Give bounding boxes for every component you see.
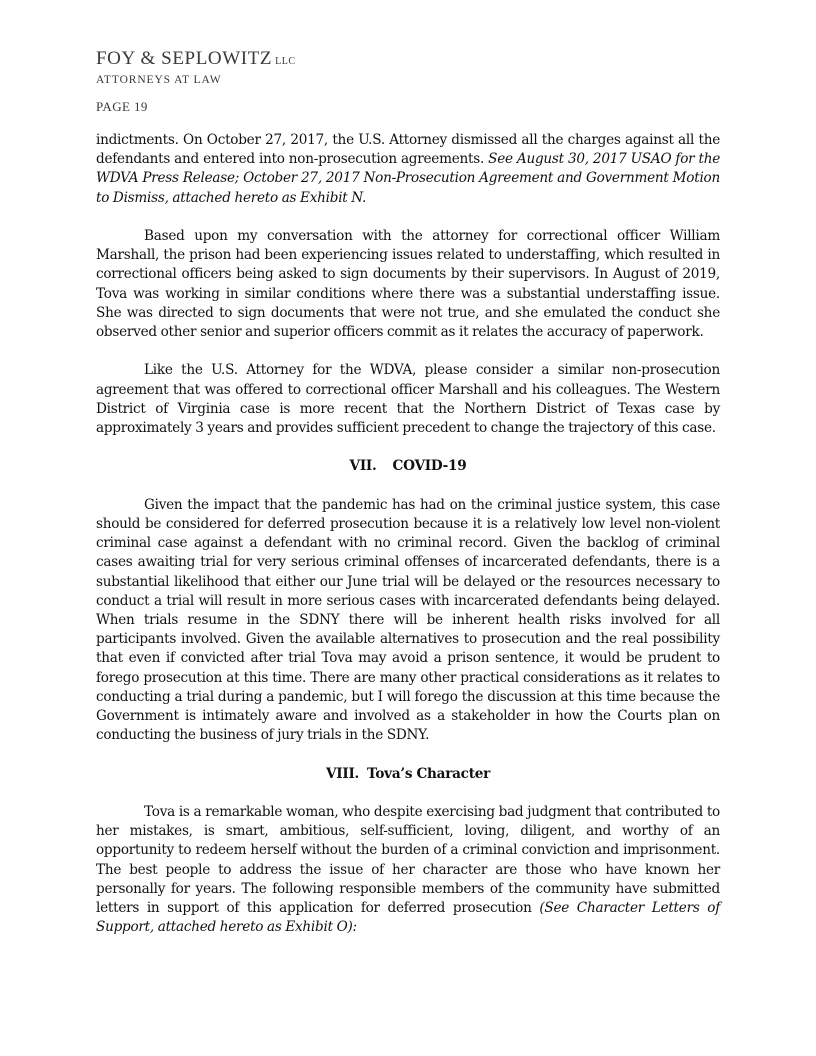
- letter-body: [96, 131, 720, 937]
- letterhead: [96, 48, 296, 87]
- section-heading-covid: [96, 457, 720, 476]
- paragraph-character: [96, 803, 720, 937]
- exhibit-o-citation: (See Character Letters of Support, attached hereto as Exhibit O):: [96, 900, 720, 936]
- page-number: PAGE 19: [96, 99, 148, 114]
- firm-tagline: ATTORNEYS AT LAW: [96, 74, 222, 86]
- section-number-vii: VII.: [349, 458, 377, 475]
- firm-name: [96, 48, 296, 73]
- firm-name-text: FOY & SEPLOWITZ: [96, 48, 273, 69]
- paragraph-dismissal-text: indictments. On October 27, 2017, the U.S. Attorney dismissed all the charges against all the defendants and entered into non-prosecution agreements.: [96, 132, 720, 168]
- paragraph-character-text: Tova is a remarkable woman, who despite exercising bad judgment that contributed to her mistakes, is smart, ambitious, self-sufficient, loving, diligent, and worthy of an opportunity to redeem herself without the burden of a criminal conviction and imprisonment. The best people to address the issue of her character are those who have known her personally for years. The following responsible members of the community have submitted letters in support of this application for deferred prosecution: [96, 804, 720, 917]
- paragraph-dismissal: [96, 131, 720, 208]
- exhibit-n-citation: See August 30, 2017 USAO for the WDVA Press Release; October 27, 2017 Non-Prosecution Agreement and Government Motion to Dismiss, attached hereto as Exhibit N.: [96, 151, 720, 206]
- paragraph-non-prosecution-request: Like the U.S. Attorney for the WDVA, please consider a similar non-prosecution agreement that was offered to correctional officer Marshall and his colleagues. The Western District of Virginia case is more recent that the Northern District of Texas case by approximately 3 years and provides sufficient precedent to change the trajectory of this case.: [96, 362, 720, 437]
- section-title-character: Tova’s Character: [367, 765, 491, 782]
- section-number-viii: VIII.: [325, 765, 360, 782]
- paragraph-pandemic: Given the impact that the pandemic has had on the criminal justice system, this case should be considered for deferred prosecution because it is a relatively low level non-violent criminal case against a defendant with no criminal record. Given the backlog of criminal cases awaiting trial for very serious criminal offenses of incarcerated defendants, there is a substantial likelihood that either our June trial will be delayed or the resources necessary to conduct a trial will result in more serious cases with incarcerated defendants being delayed. When trials resume in the SDNY there will be inherent health risks involved for all participants involved. Given the available alternatives to prosecution and the real possibility that even if convicted after trial Tova may avoid a prison sentence, it would be prudent to forego prosecution at this time. There are many other practical considerations as it relates to conducting a trial during a pandemic, but I will forego the discussion at this time because the Government is intimately aware and involved as a stakeholder in how the Courts plan on conducting the business of jury trials in the SDNY.: [96, 496, 720, 744]
- section-heading-character: [96, 765, 720, 784]
- firm-suffix: LLC: [275, 56, 296, 67]
- section-title-covid: COVID-19: [392, 458, 467, 475]
- paragraph-understaffing: Based upon my conversation with the attorney for correctional officer William Marshall, the prison had been experiencing issues related to understaffing, which resulted in correctional officers being asked to sign documents by their supervisors. In August of 2019, Tova was working in similar conditions where there was a substantial understaffing issue. She was directed to sign documents that were not true, and she emulated the conduct she observed other senior and superior officers commit as it relates the accuracy of paperwork.: [96, 228, 720, 341]
